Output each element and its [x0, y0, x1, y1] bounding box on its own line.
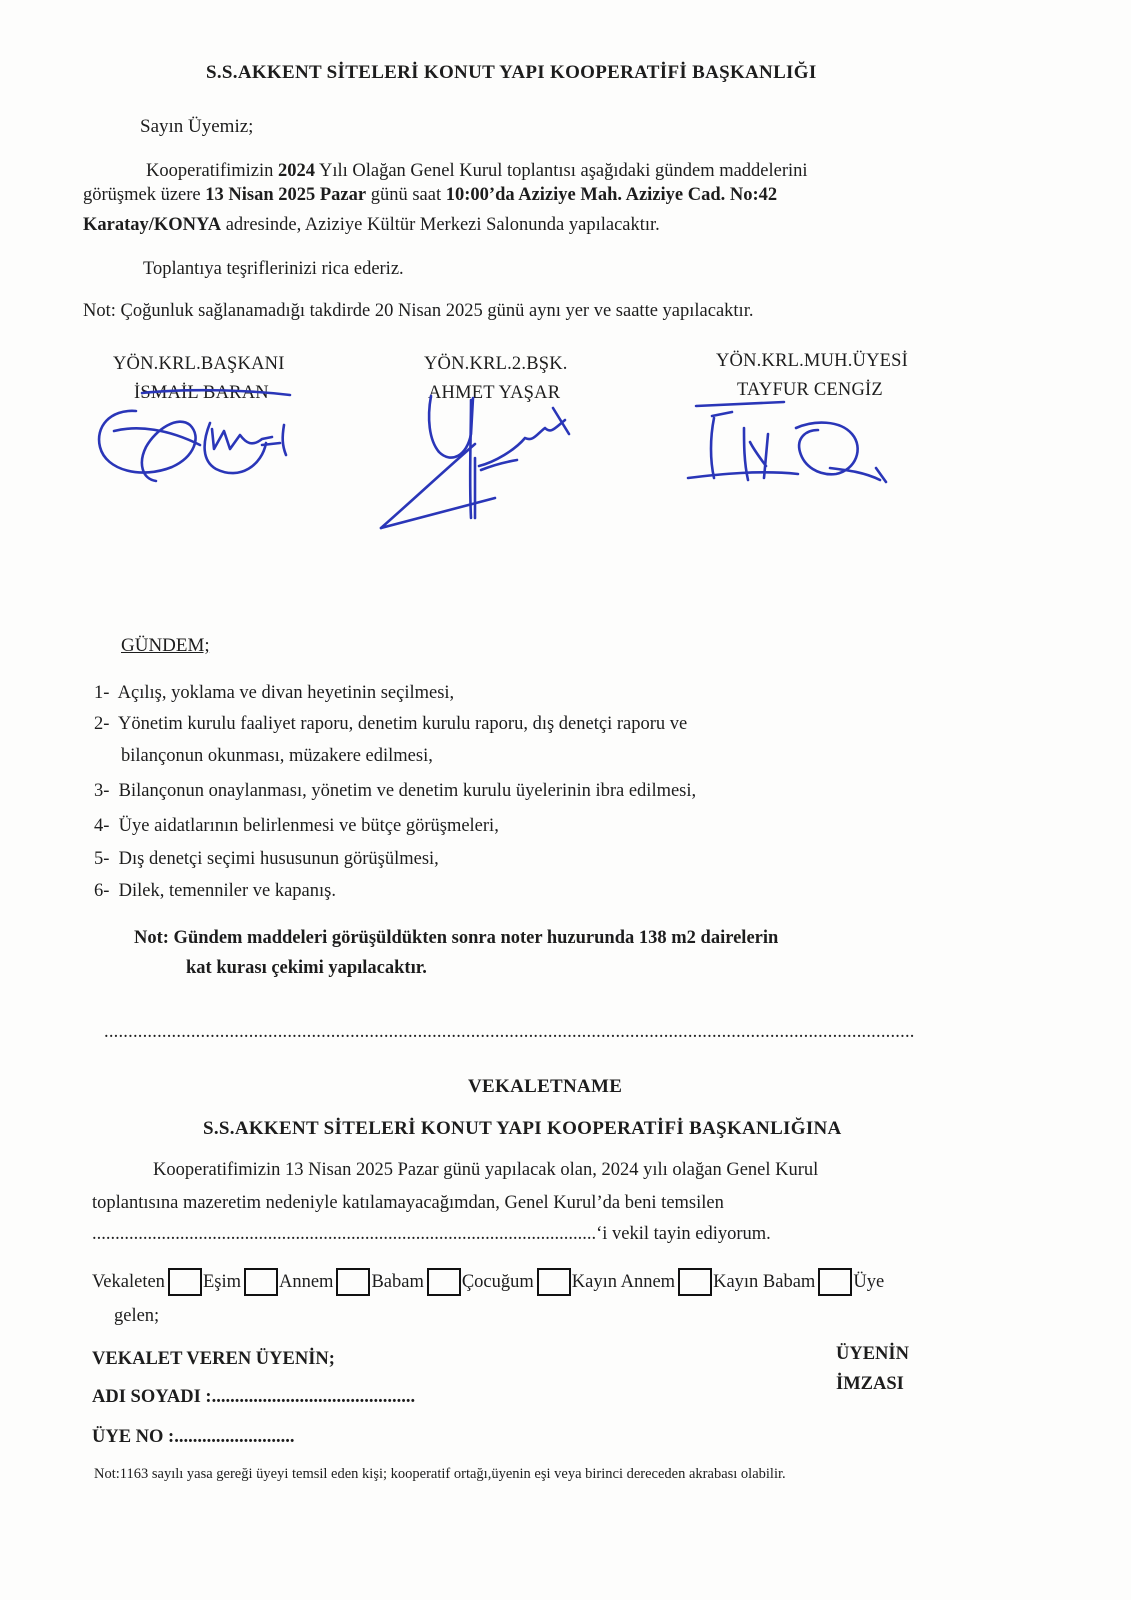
checkbox-spouse[interactable]	[168, 1268, 202, 1296]
proxy-body-line-1: Kooperatifimizin 13 Nisan 2025 Pazar günü yapılacak olan, 2024 yılı olağan Genel Kurul	[153, 1160, 819, 1180]
intro-line-2	[83, 185, 777, 206]
relation-checkboxes	[92, 1268, 884, 1296]
intro-year: 2024	[278, 161, 316, 181]
member-signature-label-2: İMZASI	[836, 1374, 904, 1394]
member-signature-label-1: ÜYENİN	[836, 1344, 909, 1364]
meeting-city: Karatay/KONYA	[83, 215, 222, 235]
intro-text: günü saat	[366, 185, 446, 205]
option-label: Annem	[278, 1271, 334, 1292]
option-mother-in-law[interactable]	[534, 1268, 675, 1296]
member-no-label: ÜYE NO :	[92, 1427, 175, 1447]
agenda-item-number: 6-	[94, 881, 110, 901]
signatory-1-name: İSMAİL BARAN	[134, 383, 269, 403]
option-member[interactable]	[815, 1268, 884, 1296]
checkbox-father[interactable]	[336, 1268, 370, 1296]
proxy-body-text: ‘i vekil tayin ediyorum.	[596, 1224, 771, 1244]
option-father-in-law[interactable]	[675, 1268, 815, 1296]
agenda-item-6	[94, 881, 336, 902]
option-label: Kayın Annem	[571, 1271, 676, 1292]
intro-line-1	[146, 161, 808, 182]
agenda-item-text: Yönetim kurulu faaliyet raporu, denetim kurulu raporu, dış denetçi raporu ve	[118, 714, 688, 734]
agenda-item-text: Bilançonun onaylanması, yönetim ve denetim kurulu üyelerinin ibra edilmesi,	[118, 781, 697, 801]
agenda-note-line-1: Not: Gündem maddeleri görüşüldükten sonra noter huzurunda 138 m2 dairelerin	[134, 928, 779, 948]
signatory-1-role: YÖN.KRL.BAŞKANI	[113, 354, 285, 374]
option-child[interactable]	[424, 1268, 534, 1296]
proxy-title: VEKALETNAME	[468, 1076, 623, 1097]
agenda-item-number: 2-	[94, 714, 110, 734]
agenda-item-5	[94, 849, 439, 870]
option-label: Çocuğum	[461, 1271, 534, 1292]
meeting-time-address: 10:00’da Aziziye Mah. Aziziye Cad. No:42	[445, 185, 778, 205]
option-father[interactable]	[333, 1268, 423, 1296]
option-label: Kayın Babam	[713, 1271, 816, 1292]
agenda-note-line-2: kat kurası çekimi yapılacaktır.	[186, 958, 427, 978]
option-spouse[interactable]	[165, 1268, 241, 1296]
checkbox-member[interactable]	[818, 1268, 852, 1296]
invitation-text: Toplantıya teşriflerinizi rica ederiz.	[143, 259, 404, 279]
intro-text: görüşmek üzere	[83, 185, 206, 205]
name-label: ADI SOYADI :	[92, 1387, 212, 1407]
agenda-item-2-cont: bilançonun okunması, müzakere edilmesi,	[121, 746, 433, 766]
signatory-2-name: AHMET YAŞAR	[428, 383, 561, 403]
agenda-item-text: Açılış, yoklama ve divan heyetinin seçilmesi,	[117, 683, 455, 703]
agenda-item-2	[94, 714, 687, 735]
proxy-from-label-cont: gelen;	[114, 1306, 160, 1326]
checkbox-father-in-law[interactable]	[678, 1268, 712, 1296]
agenda-item-number: 1-	[94, 683, 110, 703]
signature-3-scribble	[680, 382, 910, 512]
agenda-item-number: 4-	[94, 816, 110, 836]
proxy-name-field[interactable]: .............................................................................................................	[92, 1224, 597, 1244]
proxy-subtitle: S.S.AKKENT SİTELERİ KONUT YAPI KOOPERATİFİ BAŞKANLIĞINA	[203, 1118, 842, 1139]
quorum-note: Not: Çoğunluk sağlanamadığı takdirde 20 Nisan 2025 günü aynı yer ve saatte yapılacaktır.	[83, 301, 754, 321]
signature-2-scribble	[375, 378, 605, 538]
option-mother[interactable]	[241, 1268, 333, 1296]
intro-text: Yılı Olağan Genel Kurul toplantısı aşağıdaki gündem maddelerini	[315, 161, 808, 181]
document-title: S.S.AKKENT SİTELERİ KONUT YAPI KOOPERATİFİ BAŞKANLIĞI	[206, 62, 817, 83]
intro-text: adresinde, Aziziye Kültür Merkezi Salonunda yapılacaktır.	[221, 215, 660, 235]
agenda-item-3	[94, 781, 696, 802]
agenda-item-1	[94, 683, 454, 704]
agenda-item-number: 5-	[94, 849, 110, 869]
name-field[interactable]: ............................................	[211, 1387, 416, 1407]
agenda-item-text: Dış denetçi seçimi hususunun görüşülmesi,	[118, 849, 439, 869]
footer-note: Not:1163 sayılı yasa gereği üyeyi temsil eden kişi; kooperatif ortağı,üyenin eşi veya birinci dereceden akrabası olabilir.	[94, 1466, 786, 1482]
signatory-2-role: YÖN.KRL.2.BŞK.	[424, 354, 568, 374]
member-no-row	[92, 1427, 294, 1448]
signatory-3-name: TAYFUR CENGİZ	[737, 380, 883, 400]
option-label: Üye	[853, 1271, 885, 1292]
cut-line-separator: ........................................................................................................................................................................	[104, 1022, 915, 1042]
option-label: Eşim	[202, 1271, 241, 1292]
proxy-body-line-2: toplantısına mazeretim nedeniyle katılamayacağımdan, Genel Kurul’da beni temsilen	[92, 1193, 724, 1213]
intro-text: Kooperatifimizin	[146, 161, 279, 181]
intro-line-3	[83, 215, 660, 236]
proxy-giver-heading: VEKALET VEREN ÜYENİN;	[92, 1349, 335, 1369]
name-row	[92, 1387, 415, 1408]
meeting-date: 13 Nisan 2025 Pazar	[205, 185, 367, 205]
agenda-heading: GÜNDEM;	[121, 635, 210, 656]
agenda-item-number: 3-	[94, 781, 110, 801]
proxy-from-label: Vekaleten	[92, 1271, 165, 1292]
signatory-3-role: YÖN.KRL.MUH.ÜYESİ	[716, 351, 908, 371]
signature-1-scribble	[90, 385, 350, 505]
checkbox-child[interactable]	[427, 1268, 461, 1296]
agenda-item-text: Üye aidatlarının belirlenmesi ve bütçe görüşmeleri,	[118, 816, 499, 836]
checkbox-mother[interactable]	[244, 1268, 278, 1296]
agenda-item-4	[94, 816, 499, 837]
member-no-field[interactable]: ..........................	[174, 1427, 295, 1447]
proxy-body-line-3	[92, 1224, 771, 1245]
checkbox-mother-in-law[interactable]	[537, 1268, 571, 1296]
option-label: Babam	[371, 1271, 424, 1292]
agenda-item-text: Dilek, temenniler ve kapanış.	[118, 881, 336, 901]
greeting: Sayın Üyemiz;	[140, 116, 254, 137]
